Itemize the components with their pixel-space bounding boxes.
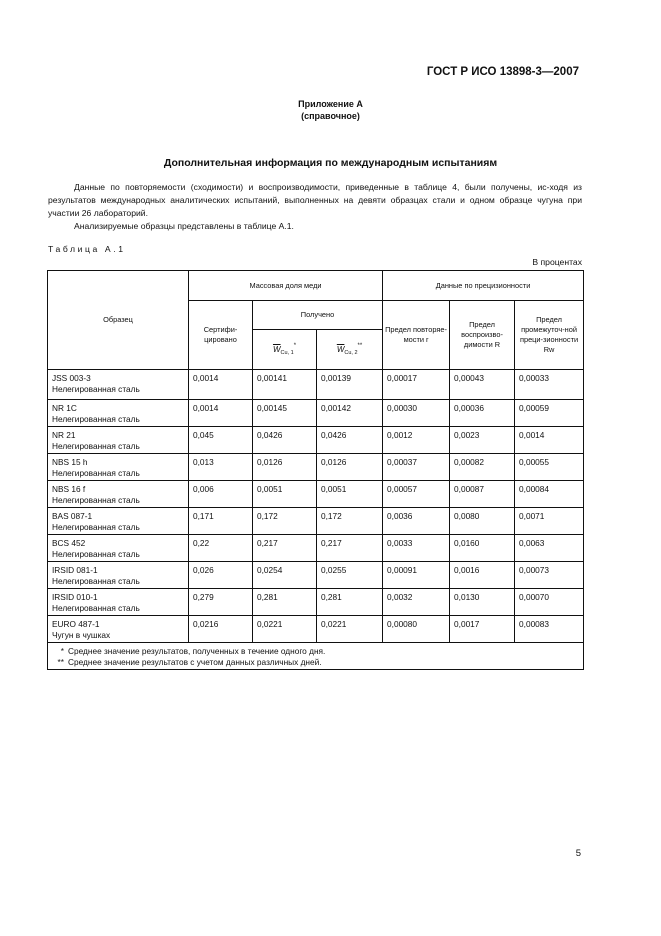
certified-value: 0,006 [189,481,253,508]
intermediate-precision-value: 0,00084 [515,481,584,508]
repeatability-value: 0,0036 [383,508,450,535]
sample-type: Нелегированная сталь [52,441,140,451]
repeatability-value: 0,0032 [383,589,450,616]
table-notes [48,643,584,670]
w-cu-2-value: 0,00139 [317,370,383,400]
repeatability-value: 0,00017 [383,370,450,400]
w-cu-1-value: 0,281 [253,589,317,616]
intermediate-precision-value: 0,00073 [515,562,584,589]
w-cu-2-value: 0,0426 [317,427,383,454]
sample-name: NR 21 [52,430,76,440]
table-unit: В процентах [532,257,582,267]
reproducibility-value: 0,0023 [450,427,515,454]
certified-value: 0,171 [189,508,253,535]
repeatability-value: 0,00057 [383,481,450,508]
w-cu-1-value: 0,0051 [253,481,317,508]
sample-cell [48,454,189,481]
reproducibility-value: 0,00087 [450,481,515,508]
w-cu-1-value: 0,00145 [253,400,317,427]
sample-name: BCS 452 [52,538,86,548]
sample-type: Чугун в чушках [52,630,111,640]
sample-cell [48,589,189,616]
header-precision: Данные по прецизионности [383,271,584,301]
sample-type: Нелегированная сталь [52,576,140,586]
w-cu-1-value: 0,0254 [253,562,317,589]
w-cu-1-value: 0,172 [253,508,317,535]
page-number: 5 [575,848,581,859]
table-row [48,535,584,562]
header-sample: Образец [48,271,189,370]
sample-type: Нелегированная сталь [52,603,140,613]
header-obtained: Получено [253,301,383,330]
w-superscript: * [293,343,297,349]
w-symbol: $\overline{W}$ [336,345,345,354]
w-cu-2-value: 0,0051 [317,481,383,508]
table-row [48,508,584,535]
repeatability-value: 0,00037 [383,454,450,481]
w-cu-2-value: 0,0221 [317,616,383,643]
sample-name: NR 1C [52,403,77,413]
sample-cell [48,616,189,643]
sample-cell [48,400,189,427]
note-text: Среднее значение результатов, полученных в течение одного дня. [68,646,326,656]
sample-cell [48,481,189,508]
w-cu-1-value: 0,217 [253,535,317,562]
w-cu-2-value: 0,172 [317,508,383,535]
header-repeatability: Предел повторяе-мости r [383,301,450,370]
w-symbol: $\overline{W}$ [272,345,281,354]
reproducibility-value: 0,0130 [450,589,515,616]
reproducibility-value: 0,00043 [450,370,515,400]
intermediate-precision-value: 0,00033 [515,370,584,400]
intro-paragraph: Данные по повторяемости (сходимости) и воспроизводимости, приведенные в таблице 4, были получены, ис-ходя из результатов международных аналитических испытаний, выполненных на девяти образцах стали и одном образце чугуна при участии 26 лабораторий. [48,182,582,218]
table-row [48,400,584,427]
sample-type: Нелегированная сталь [52,495,140,505]
w-cu-1-value: 0,0221 [253,616,317,643]
table-row [48,562,584,589]
intermediate-precision-value: 0,00055 [515,454,584,481]
sample-name: BAS 087-1 [52,511,93,521]
header-certified: Сертифи-цировано [189,301,253,370]
certified-value: 0,22 [189,535,253,562]
certified-value: 0,026 [189,562,253,589]
standard-code: ГОСТ Р ИСО 13898-3—2007 [426,66,579,78]
sample-name: NBS 15 h [52,457,88,467]
reproducibility-value: 0,00082 [450,454,515,481]
note-mark: ** [57,657,64,667]
note-mark: * [60,646,64,656]
table-caption: Таблица А.1 [48,244,126,254]
sample-name: NBS 16 f [52,484,86,494]
reproducibility-value: 0,0160 [450,535,515,562]
w-cu-2-value: 0,0126 [317,454,383,481]
sample-cell [48,562,189,589]
w-cu-2-value: 0,217 [317,535,383,562]
intermediate-precision-value: 0,00070 [515,589,584,616]
w-cu-2-value: 0,00142 [317,400,383,427]
table-note [52,657,579,668]
intermediate-precision-value: 0,00083 [515,616,584,643]
table-row [48,454,584,481]
header-w-cu-2 [317,330,383,370]
reproducibility-value: 0,0016 [450,562,515,589]
table-note [52,646,579,657]
w-superscript: ** [357,343,363,349]
intermediate-precision-value: 0,00059 [515,400,584,427]
header-w-cu-1 [253,330,317,370]
appendix-heading [0,98,661,122]
note-text: Среднее значение результатов с учетом данных различных дней. [68,657,322,667]
certified-value: 0,0014 [189,370,253,400]
certified-value: 0,013 [189,454,253,481]
sample-type: Нелегированная сталь [52,414,140,424]
w-cu-2-value: 0,0255 [317,562,383,589]
sample-name: IRSID 081-1 [52,565,98,575]
intermediate-precision-value: 0,0014 [515,427,584,454]
certified-value: 0,0014 [189,400,253,427]
header-intermediate-precision: Предел промежуточ-ной преци-зионности Rw [515,301,584,370]
sample-name: JSS 003-3 [52,373,91,383]
sample-type: Нелегированная сталь [52,468,140,478]
sample-cell [48,427,189,454]
section-title: Дополнительная информация по международным испытаниям [163,157,498,169]
w-subscript: Cu, 1 [280,350,294,356]
reproducibility-value: 0,0017 [450,616,515,643]
reproducibility-value: 0,00036 [450,400,515,427]
repeatability-value: 0,0033 [383,535,450,562]
samples-table [47,270,584,670]
sample-type: Нелегированная сталь [52,384,140,394]
appendix-title: Приложение А [298,99,363,109]
certified-value: 0,0216 [189,616,253,643]
intermediate-precision-value: 0,0071 [515,508,584,535]
sample-name: IRSID 010-1 [52,592,98,602]
table-row [48,616,584,643]
table-row [48,427,584,454]
w-subscript: Cu, 2 [344,350,358,356]
sample-cell [48,508,189,535]
certified-value: 0,045 [189,427,253,454]
w-cu-1-value: 0,0426 [253,427,317,454]
table-row [48,481,584,508]
samples-paragraph: Анализируемые образцы представлены в таблице А.1. [74,221,294,231]
w-cu-2-value: 0,281 [317,589,383,616]
header-reproducibility: Предел воспроизво-димости R [450,301,515,370]
table-row [48,370,584,400]
sample-type: Нелегированная сталь [52,549,140,559]
sample-cell [48,535,189,562]
repeatability-value: 0,00080 [383,616,450,643]
reproducibility-value: 0,0080 [450,508,515,535]
certified-value: 0,279 [189,589,253,616]
w-cu-1-value: 0,0126 [253,454,317,481]
repeatability-value: 0,00030 [383,400,450,427]
table-row [48,589,584,616]
sample-cell [48,370,189,400]
w-cu-1-value: 0,00141 [253,370,317,400]
header-mass-fraction: Массовая доля меди [189,271,383,301]
intermediate-precision-value: 0,0063 [515,535,584,562]
repeatability-value: 0,0012 [383,427,450,454]
repeatability-value: 0,00091 [383,562,450,589]
sample-name: EURO 487-1 [52,619,100,629]
appendix-subtitle: (справочное) [301,111,360,121]
sample-type: Нелегированная сталь [52,522,140,532]
